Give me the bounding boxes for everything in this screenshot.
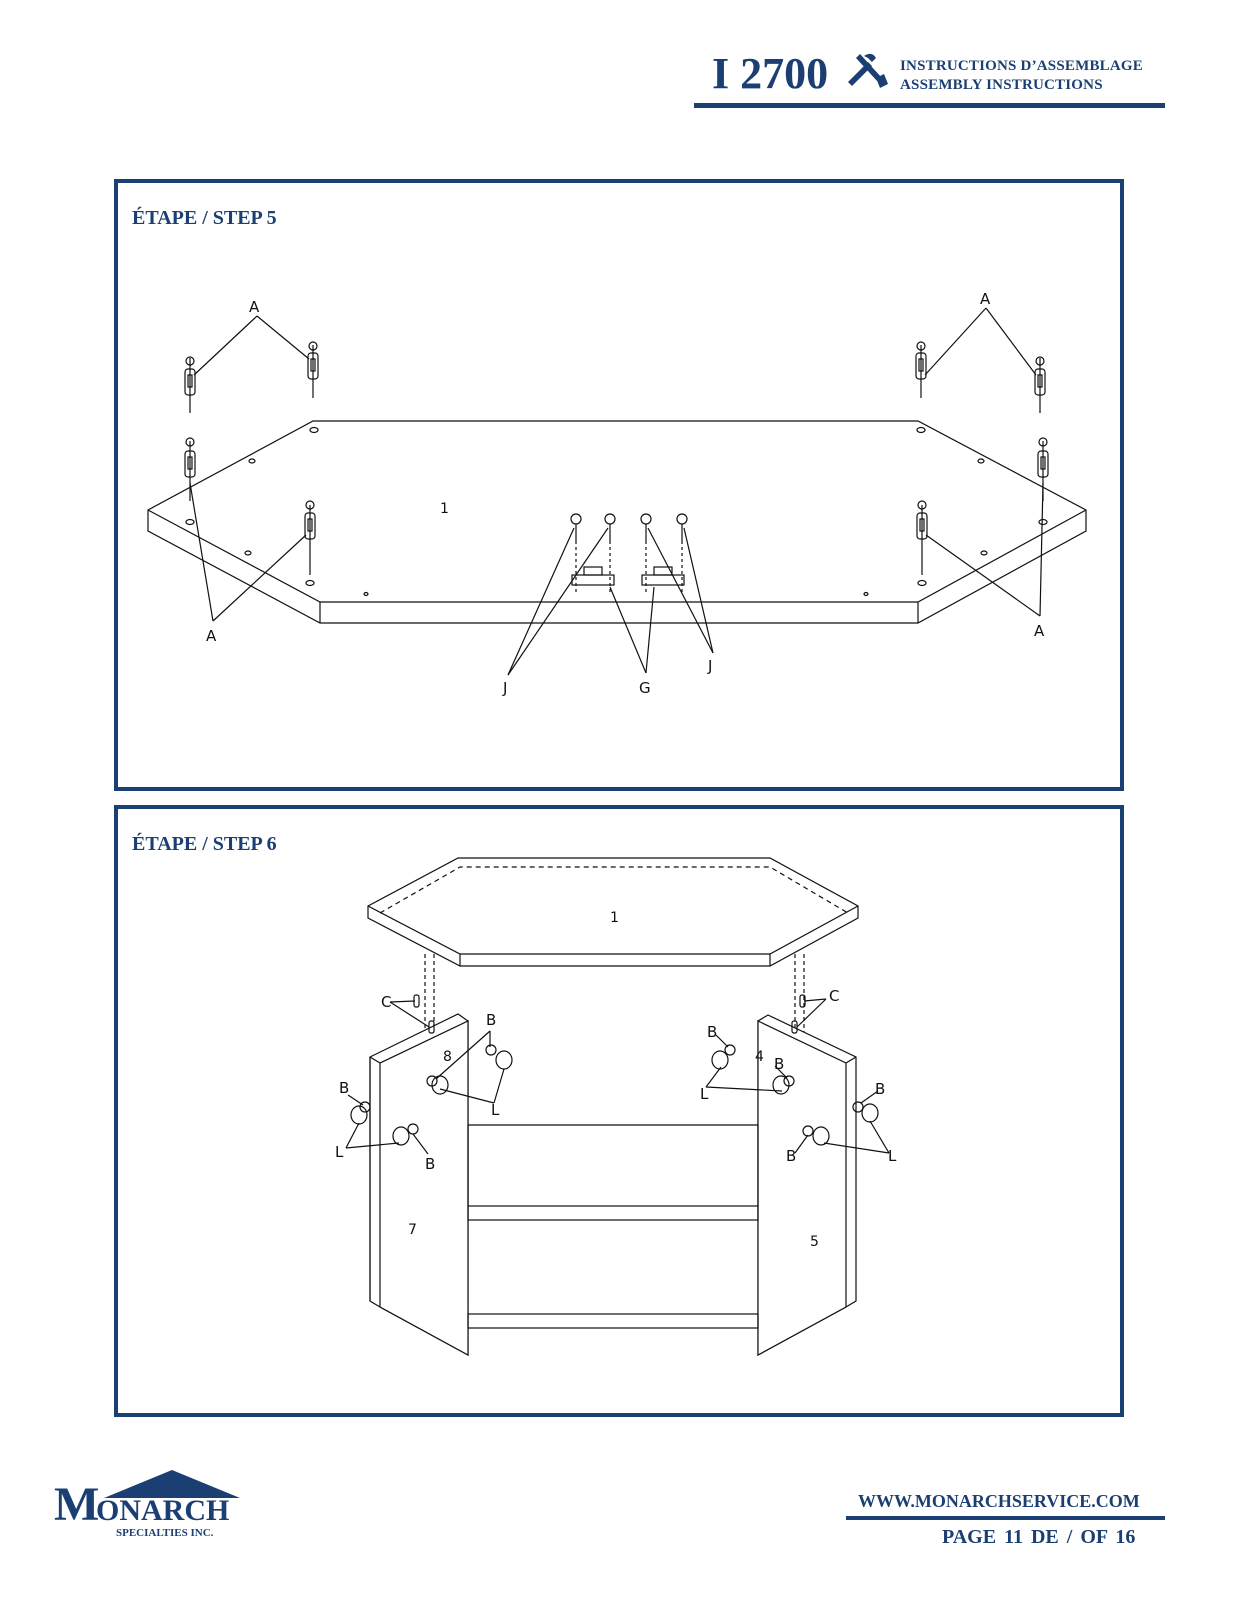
callout-b: B: [339, 1079, 350, 1097]
callout-l: L: [700, 1085, 709, 1103]
part-number-5: 5: [810, 1234, 819, 1250]
footer-rule: [846, 1516, 1165, 1520]
model-number: I 2700: [712, 49, 829, 98]
callout-c: C: [829, 987, 840, 1005]
callout-l: L: [888, 1147, 897, 1165]
callout-j: J: [503, 679, 508, 697]
page-separator: DE / OF: [1030, 1526, 1108, 1548]
logo-wordmark: ONARCH: [96, 1494, 230, 1527]
callout-a: A: [206, 627, 217, 645]
header-title-en: ASSEMBLY INSTRUCTIONS: [900, 77, 1103, 93]
callout-l: L: [335, 1143, 344, 1161]
callout-a: A: [980, 290, 991, 308]
logo-initial: M: [54, 1478, 100, 1531]
tools-icon: [842, 52, 892, 92]
step-5-diagram: [118, 183, 1120, 787]
callout-b: B: [425, 1155, 436, 1173]
callout-b: B: [774, 1055, 785, 1073]
callout-g: G: [639, 679, 651, 697]
part-number-8: 8: [443, 1049, 452, 1065]
page-total: 16: [1115, 1526, 1136, 1548]
callout-b: B: [707, 1023, 718, 1041]
page-current: 11: [1004, 1526, 1023, 1548]
callout-l: L: [491, 1101, 500, 1119]
callout-b: B: [486, 1011, 497, 1029]
step-6-diagram: [118, 809, 1120, 1413]
part-number-4: 4: [755, 1049, 764, 1065]
step-6-title: ÉTAPE / STEP 6: [132, 833, 277, 855]
part-number-1: 1: [610, 910, 619, 926]
header-title-fr: INSTRUCTIONS D’ASSEMBLAGE: [900, 58, 1143, 74]
page-number: [942, 1526, 1135, 1549]
callout-j: J: [708, 657, 713, 675]
part-number-7: 7: [408, 1222, 417, 1238]
monarch-logo: [52, 1462, 252, 1540]
part-number-1: 1: [440, 501, 449, 517]
logo-subtitle: SPECIALTIES INC.: [116, 1527, 214, 1539]
header-rule: [694, 103, 1165, 108]
callout-b: B: [875, 1080, 886, 1098]
page-label: PAGE: [942, 1526, 997, 1548]
callout-a: A: [1034, 622, 1045, 640]
step-5-title: ÉTAPE / STEP 5: [132, 207, 277, 229]
callout-b: B: [786, 1147, 797, 1165]
website-link[interactable]: WWW.MONARCHSERVICE.COM: [858, 1491, 1140, 1511]
step-6-panel: [114, 805, 1124, 1417]
callout-c: C: [381, 993, 392, 1011]
step-5-panel: [114, 179, 1124, 791]
callout-a: A: [249, 298, 260, 316]
